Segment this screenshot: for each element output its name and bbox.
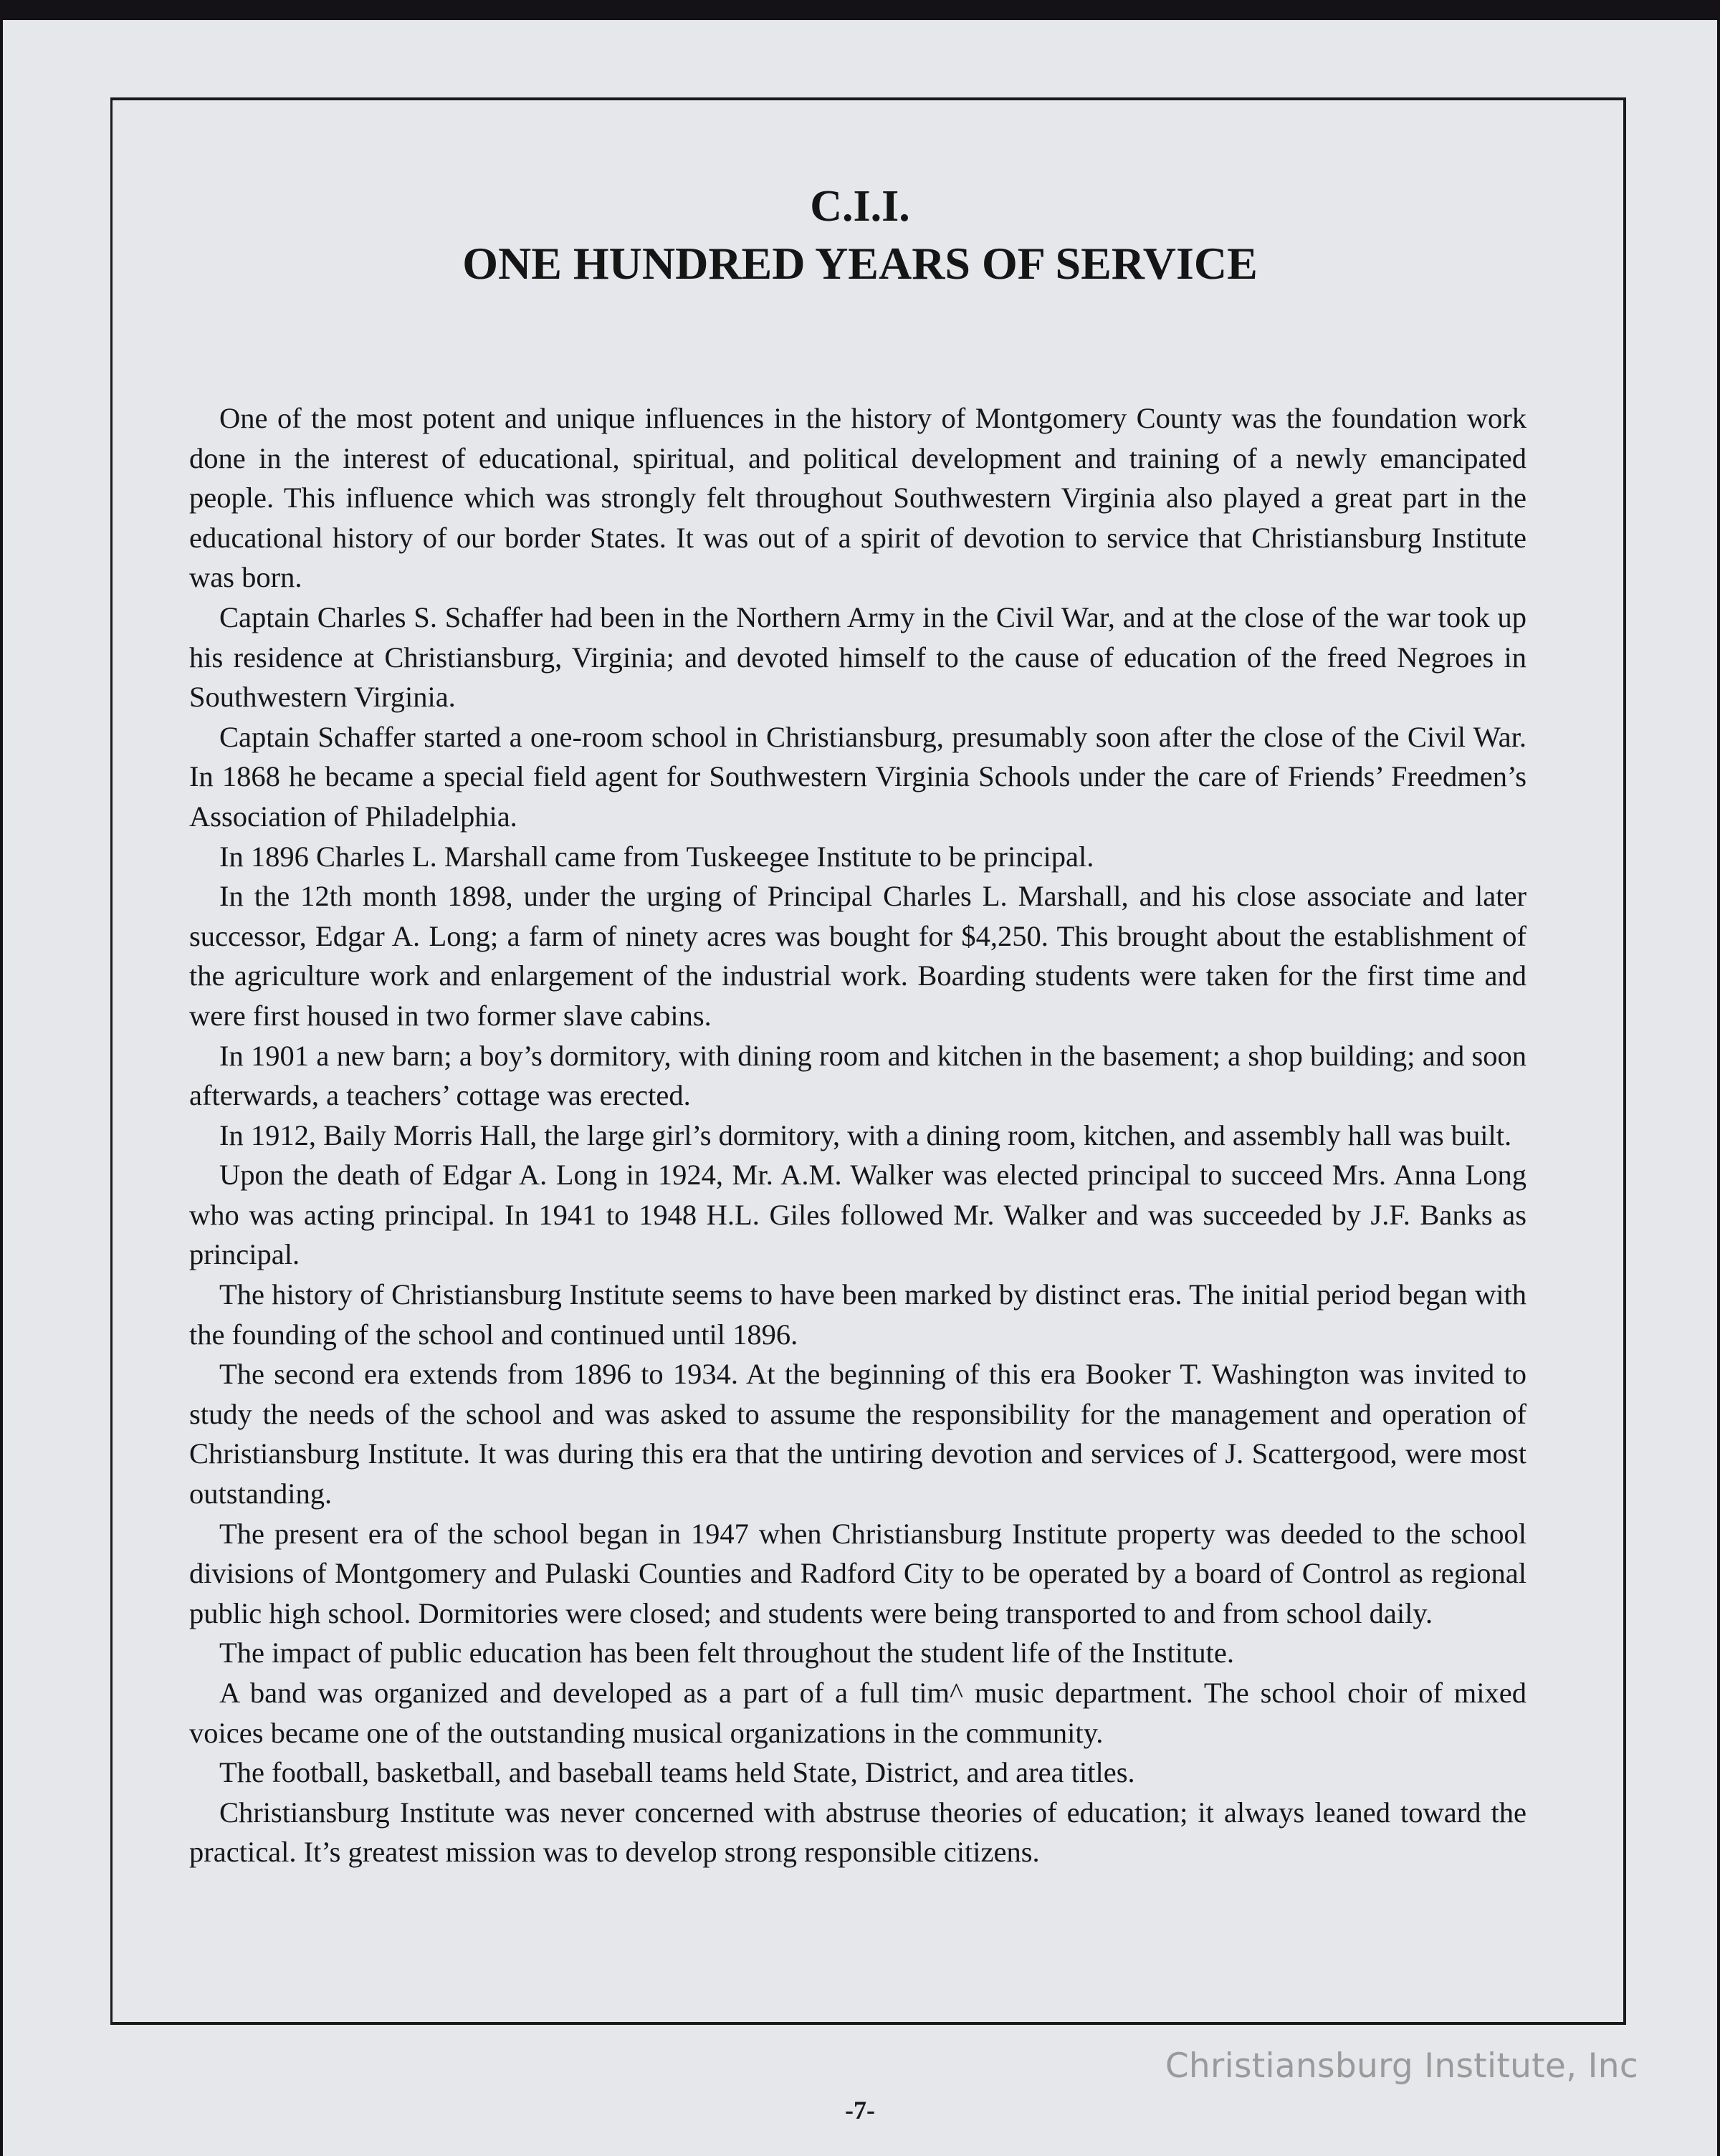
- paragraph: The second era extends from 1896 to 1934. At the beginning of this era Booker T. Washington was invited to study the needs of the school and was asked to assume the responsibility for the management and operation of Christiansburg Institute. It was during this era that the untiring devotion and services of J. Scattergood, were most outstanding.: [189, 1358, 1526, 1510]
- watermark-text: Christiansburg Institute, Inc: [1165, 2046, 1638, 2086]
- paragraph: In 1912, Baily Morris Hall, the large girl’s dormitory, with a dining room, kitchen, and assembly hall was built.: [219, 1118, 1512, 1151]
- paragraph: One of the most potent and unique influences in the history of Montgomery County was the foundation work done in the interest of educational, spiritual, and political development and training of a newly emancipated people. This influence which was strongly felt throughout Southwestern Virginia also played a great part in the educational history of our border States. It was out of a spirit of devotion to service that Christiansburg Institute was born.: [189, 402, 1526, 594]
- paragraph: In 1901 a new barn; a boy’s dormitory, with dining room and kitchen in the basement; a shop building; and soon afterwards, a teachers’ cottage was erected.: [189, 1039, 1526, 1112]
- paragraph: In 1896 Charles L. Marshall came from Tuskeegee Institute to be principal.: [219, 840, 1094, 873]
- paragraph: Captain Schaffer started a one-room school in Christiansburg, presumably soon after the close of the Civil War. In 1868 he became a special field agent for Southwestern Virginia Schools under the care of Friends’ Freedmen’s Association of Philadelphia.: [189, 720, 1526, 833]
- paragraph: Upon the death of Edgar A. Long in 1924, Mr. A.M. Walker was elected principal to succeed Mrs. Anna Long who was acting principal. In 1941 to 1948 H.L. Giles followed Mr. Walker and was succeeded by J.F. Banks as principal.: [189, 1159, 1526, 1271]
- paragraph: The present era of the school began in 1947 when Christiansburg Institute property was deeded to the school divisions of Montgomery and Pulaski Counties and Radford City to be operated by a board of Control as regional public high school. Dormitories were closed; and students were being transported to and from school daily.: [189, 1517, 1526, 1629]
- paragraph: In the 12th month 1898, under the urging of Principal Charles L. Marshall, and his close associate and later successor, Edgar A. Long; a farm of ninety acres was bought for $4,250. This brought about the establishment of the agriculture work and enlargement of the industrial work. Boarding students were taken for the first time and were first housed in two former slave cabins.: [189, 880, 1526, 1032]
- paragraph: A band was organized and developed as a part of a full tim^ music department. The school choir of mixed voices became one of the outstanding musical organizations in the community.: [189, 1677, 1526, 1749]
- title-line-2: ONE HUNDRED YEARS OF SERVICE: [462, 238, 1258, 289]
- paragraph: The history of Christiansburg Institute seems to have been marked by distinct eras. The initial period began with the founding of the school and continued until 1896.: [189, 1278, 1526, 1351]
- paragraph: The football, basketball, and baseball teams held State, District, and area titles.: [219, 1756, 1135, 1789]
- article-body: [189, 398, 1526, 1872]
- paragraph: Christiansburg Institute was never concerned with abstruse theories of education; it always leaned toward the practical. It’s greatest mission was to develop strong responsible citizens.: [189, 1796, 1526, 1869]
- document-page: [3, 20, 1717, 2156]
- page-number: -7-: [845, 2096, 875, 2124]
- paragraph: Captain Charles S. Schaffer had been in the Northern Army in the Civil War, and at the close of the war took up his residence at Christiansburg, Virginia; and devoted himself to the cause of education of the freed Negroes in Southwestern Virginia.: [189, 600, 1526, 714]
- paragraph: The impact of public education has been felt throughout the student life of the Institute.: [219, 1637, 1234, 1669]
- title-line-1: C.I.I.: [810, 182, 910, 231]
